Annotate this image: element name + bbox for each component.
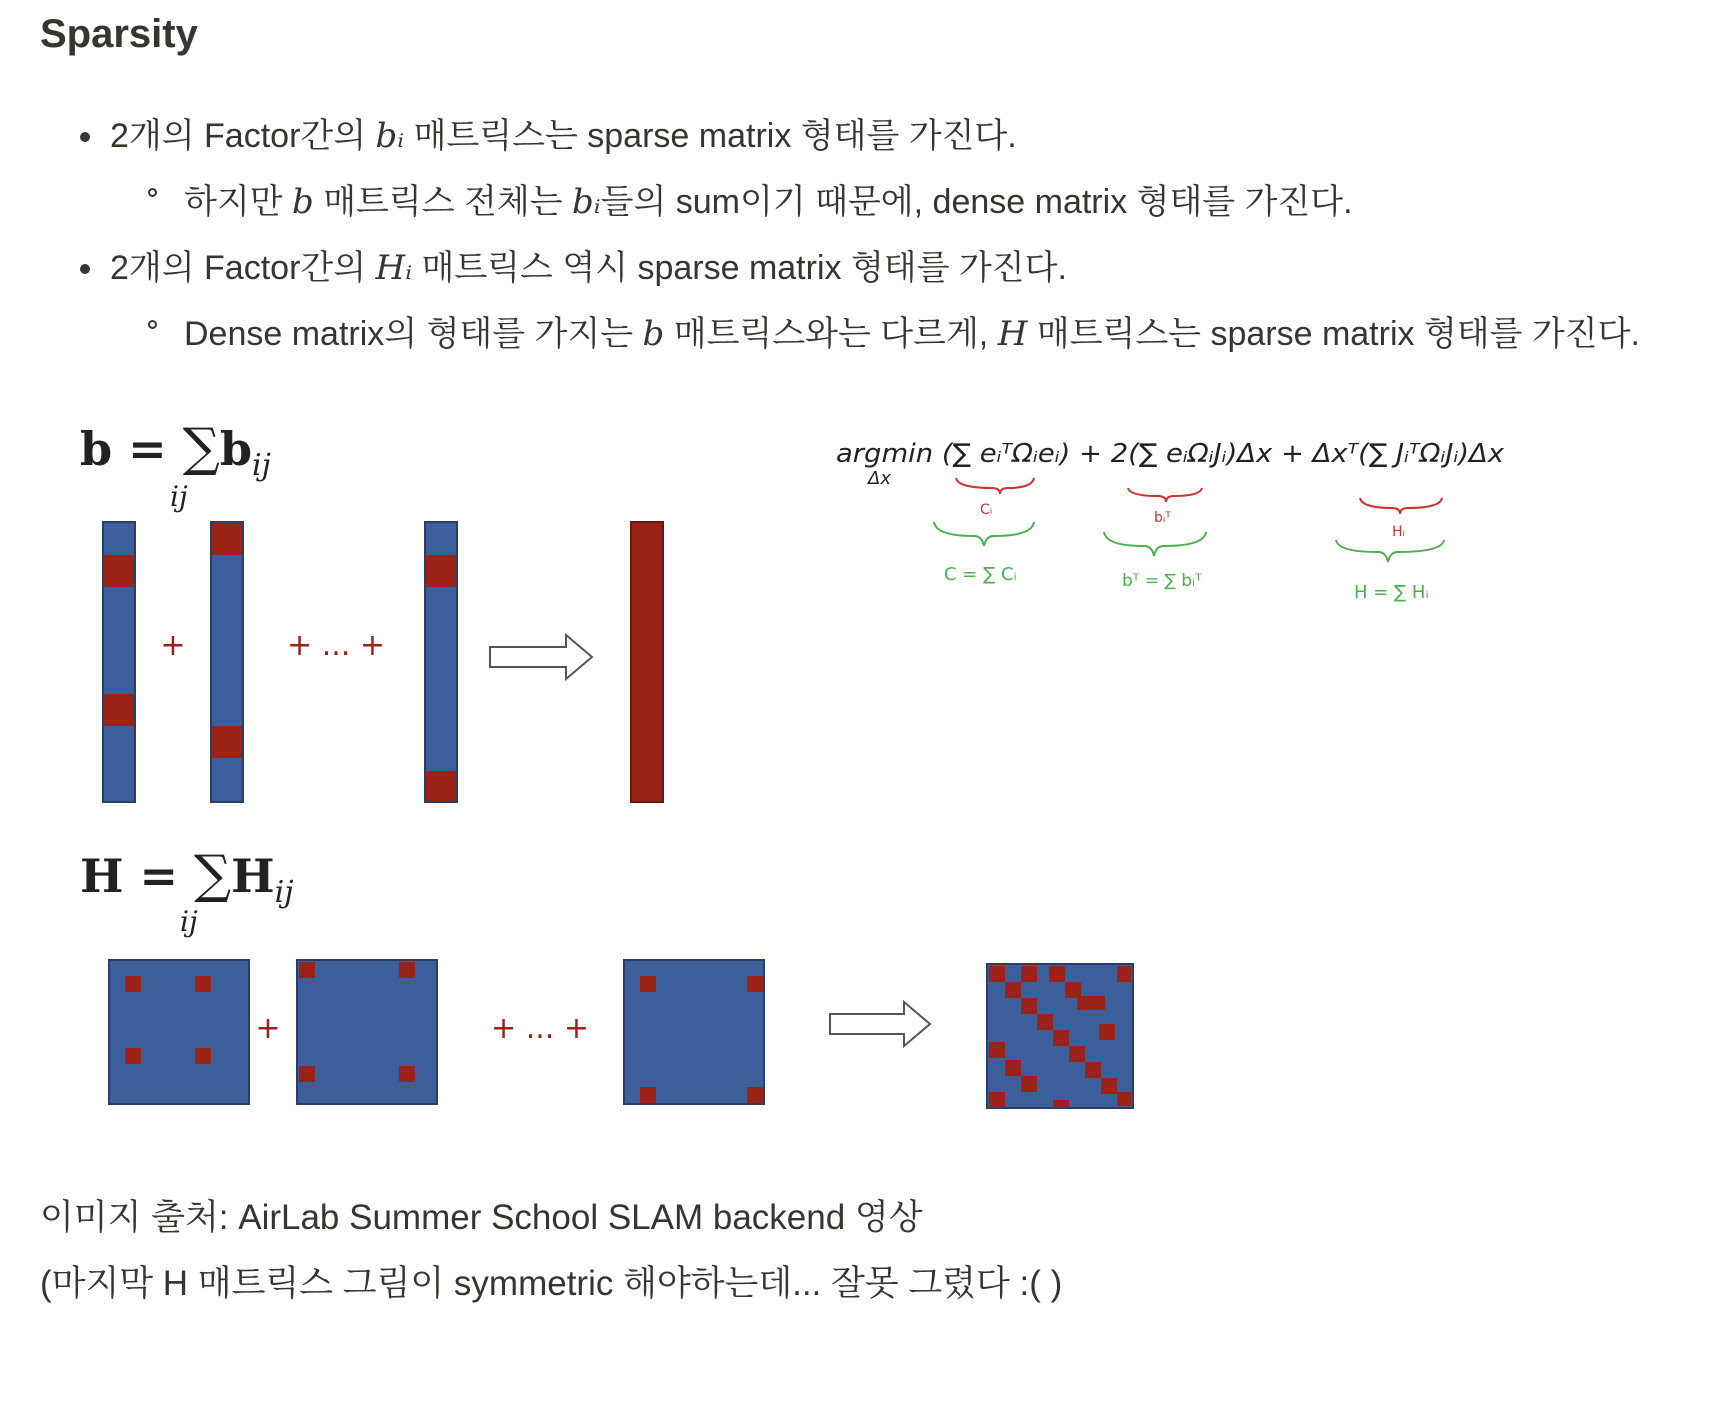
matrix-nonzero-block — [299, 962, 315, 978]
H-eq-term: H — [231, 849, 275, 903]
bullet-2-sub-mid: 매트릭스와는 다르게, — [664, 315, 998, 353]
vector-nonzero-block — [212, 726, 242, 758]
b-result-dense-vector — [631, 522, 663, 802]
bullet-2-sub-math2: H — [997, 314, 1028, 354]
matrix-nonzero-block — [640, 1087, 656, 1103]
bullet-1-text-post: 매트릭스는 sparse matrix 형태를 가진다. — [404, 117, 1017, 155]
plus-sign: + — [255, 1011, 281, 1046]
brace-hi — [1360, 498, 1442, 514]
matrix-nonzero-block — [195, 976, 211, 992]
image-source-caption: 이미지 출처: AirLab Summer School SLAM backend 영상 — [40, 1198, 923, 1237]
right-arrow-icon — [830, 1002, 930, 1046]
H-eq-sum-symbol: ∑ — [194, 845, 232, 905]
H-matrix-2 — [297, 960, 437, 1104]
H-matrix-1 — [109, 960, 249, 1104]
H-result-sparse-matrix — [987, 964, 1133, 1108]
bullet-1-sub-mid: 매트릭스 전체는 — [313, 183, 572, 221]
brace-b-sum — [1104, 532, 1206, 556]
matrix-nonzero-block — [640, 976, 656, 992]
bullet-1-sub-math1: b — [291, 182, 314, 222]
argmin-subscript: Δx — [868, 468, 891, 489]
handwritten-equation — [836, 439, 1505, 603]
b-vector-3 — [425, 522, 457, 802]
bullet-2-sub-post: 매트릭스는 sparse matrix 형태를 가진다. — [1027, 315, 1640, 353]
matrix-nonzero-block — [399, 1066, 415, 1082]
b-vectors — [103, 522, 663, 802]
brace-h-sum — [1336, 540, 1444, 562]
matrix-nonzero-block — [399, 962, 415, 978]
vector-nonzero-block — [426, 771, 456, 801]
vector-nonzero-block — [104, 555, 134, 587]
H-matrices — [109, 960, 1133, 1108]
label-bi: bᵢᵀ — [1154, 510, 1171, 526]
matrix-nonzero-block — [125, 1048, 141, 1064]
bullet-1-sub-post: 들의 sum이기 때문에, dense matrix 형태를 가진다. — [600, 183, 1353, 221]
brace-ci — [956, 478, 1034, 494]
bullet-1-text-pre: 2개의 Factor간의 — [110, 117, 376, 155]
brace-c-sum — [934, 522, 1034, 546]
H-sum-under: ij — [180, 905, 198, 938]
label-b-sum: bᵀ = ∑ bᵢᵀ — [1122, 571, 1202, 591]
b-sum-under: ij — [170, 480, 188, 513]
matrix-nonzero-block — [747, 976, 763, 992]
vector-nonzero-block — [212, 523, 242, 555]
H-eq-lhs: H = — [80, 849, 195, 903]
note-caption: (마지막 H 매트릭스 그림이 symmetric 해야하는데... 잘못 그렸다 :( ) — [40, 1264, 1063, 1303]
bullet-2-text-post: 매트릭스 역시 sparse matrix 형태를 가진다. — [412, 249, 1067, 287]
handwritten-main-expression: argmin (∑ eᵢᵀΩᵢeᵢ) + 2(∑ eᵢΩᵢJᵢ)Δx + Δxᵀ(∑ JᵢᵀΩᵢJᵢ)Δx — [836, 439, 1505, 469]
bullet-1-sub-pre: 하지만 — [184, 183, 292, 221]
bullet-2-math: Hᵢ — [375, 248, 413, 288]
b-vector-2 — [211, 522, 243, 802]
vector-body — [211, 522, 243, 802]
bullet-2-text-pre: 2개의 Factor간의 — [110, 249, 376, 287]
matrix-nonzero-block — [299, 1066, 315, 1082]
H-eq-sub: ij — [274, 875, 294, 911]
b-eq-lhs: b = — [80, 422, 183, 476]
bullet-2-sub-pre: Dense matrix의 형태를 가지는 — [184, 315, 643, 353]
matrix-nonzero-block — [195, 1048, 211, 1064]
plus-sign: + — [160, 628, 186, 663]
b-eq-sub: ij — [252, 448, 271, 484]
b-eq-term: b — [219, 422, 253, 476]
label-ci: Cᵢ — [980, 502, 993, 518]
label-h-sum: H = ∑ Hᵢ — [1354, 582, 1429, 603]
bullet-2-sub-math1: b — [642, 314, 665, 354]
matrix-nonzero-block — [125, 976, 141, 992]
vector-nonzero-block — [104, 694, 134, 726]
b-vector-1 — [103, 522, 135, 802]
matrix-nonzero-block — [747, 1087, 763, 1103]
b-eq-sum-symbol: ∑ — [182, 418, 220, 478]
right-arrow-icon — [490, 635, 592, 679]
section-heading: Sparsity — [40, 12, 198, 56]
label-hi: Hᵢ — [1392, 524, 1406, 540]
ellipsis-plus: + ... + — [287, 628, 385, 663]
H-matrix-3 — [624, 960, 764, 1104]
bullet-1-math: bᵢ — [375, 116, 405, 156]
bullet-1-sub-math2: bᵢ — [572, 182, 601, 222]
matrix-body — [297, 960, 437, 1104]
label-c-sum: C = ∑ Cᵢ — [944, 564, 1017, 585]
brace-bi — [1128, 488, 1202, 502]
vector-nonzero-block — [426, 555, 456, 587]
ellipsis-plus: + ... + — [491, 1011, 589, 1046]
